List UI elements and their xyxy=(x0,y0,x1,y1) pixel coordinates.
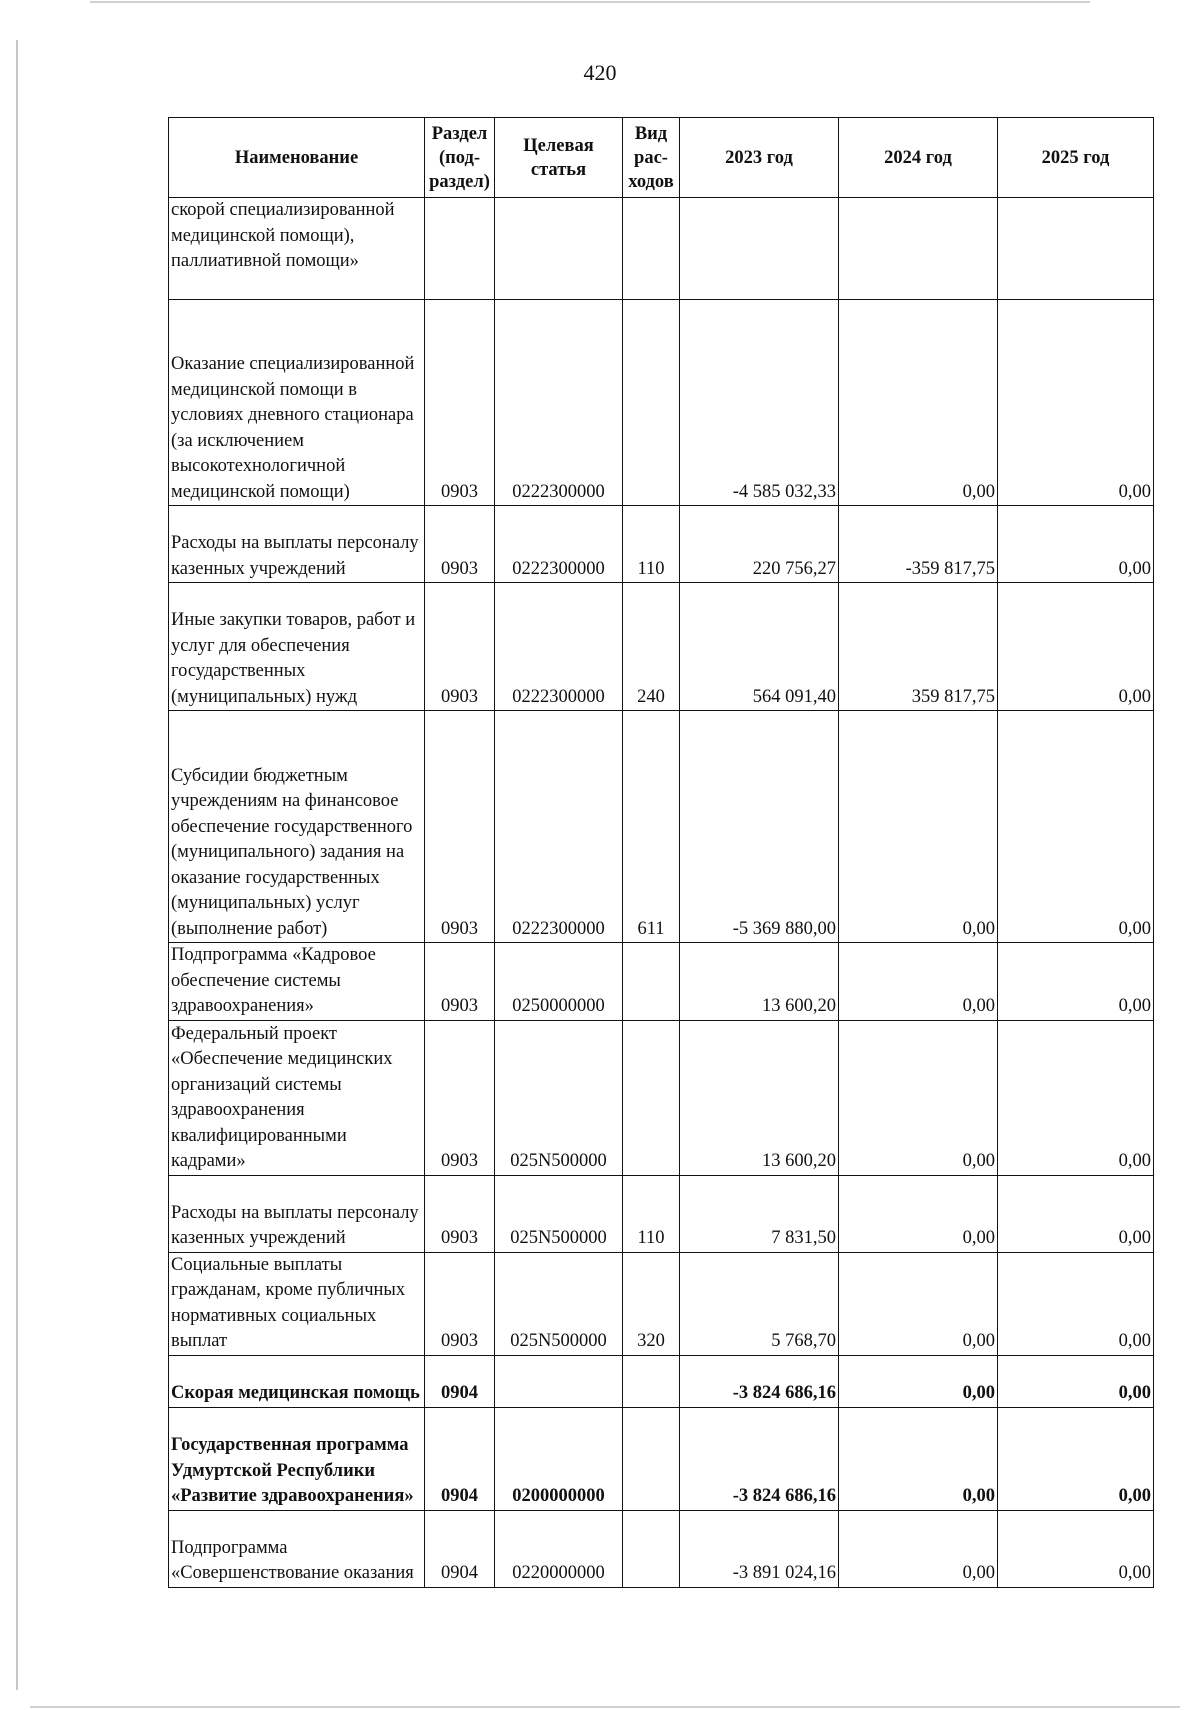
scan-edge-top xyxy=(90,1,1090,3)
table-row xyxy=(169,300,1154,506)
table-row xyxy=(169,1510,1154,1587)
row-vid xyxy=(623,1407,680,1510)
row-2023: 13 600,20 xyxy=(680,1020,839,1175)
table-header-row xyxy=(169,118,1154,198)
table-row xyxy=(169,1020,1154,1175)
row-razdel: 0903 xyxy=(425,1175,495,1252)
row-2023: -3 891 024,16 xyxy=(680,1510,839,1587)
row-2024: 359 817,75 xyxy=(839,583,998,711)
header-vid: Вид рас-ходов xyxy=(623,118,680,198)
row-celevaya: 0250000000 xyxy=(495,943,623,1021)
row-vid xyxy=(623,943,680,1021)
row-name: Скорая медицинская помощь xyxy=(169,1355,425,1407)
header-2025: 2025 год xyxy=(998,118,1154,198)
row-2023: -4 585 032,33 xyxy=(680,300,839,506)
row-name: Социальные выплаты гражданам, кроме публичных нормативных социальных выплат xyxy=(169,1252,425,1355)
row-2025 xyxy=(998,198,1154,300)
row-name: Расходы на выплаты персоналу казенных учреждений xyxy=(169,1175,425,1252)
row-2025: 0,00 xyxy=(998,711,1154,943)
row-razdel: 0903 xyxy=(425,300,495,506)
row-razdel: 0904 xyxy=(425,1355,495,1407)
row-vid: 320 xyxy=(623,1252,680,1355)
row-celevaya: 0220000000 xyxy=(495,1510,623,1587)
table-row xyxy=(169,1175,1154,1252)
row-2024: -359 817,75 xyxy=(839,506,998,583)
row-razdel: 0903 xyxy=(425,1252,495,1355)
row-2024 xyxy=(839,198,998,300)
row-celevaya: 025N500000 xyxy=(495,1020,623,1175)
row-name: Подпрограмма «Кадровое обеспечение системы здравоохранения» xyxy=(169,943,425,1021)
row-celevaya: 025N500000 xyxy=(495,1252,623,1355)
row-2025: 0,00 xyxy=(998,300,1154,506)
row-razdel: 0903 xyxy=(425,506,495,583)
row-2023: 5 768,70 xyxy=(680,1252,839,1355)
row-name: Подпрограмма «Совершенствование оказания xyxy=(169,1510,425,1587)
row-razdel: 0903 xyxy=(425,711,495,943)
row-celevaya: 0222300000 xyxy=(495,583,623,711)
header-name: Наименование xyxy=(169,118,425,198)
row-celevaya xyxy=(495,198,623,300)
row-2025: 0,00 xyxy=(998,1020,1154,1175)
row-2023: 220 756,27 xyxy=(680,506,839,583)
row-2024: 0,00 xyxy=(839,1407,998,1510)
row-name: Иные закупки товаров, работ и услуг для обеспечения государственных (муниципальных) нужд xyxy=(169,583,425,711)
row-2024: 0,00 xyxy=(839,1510,998,1587)
header-2023: 2023 год xyxy=(680,118,839,198)
row-vid: 611 xyxy=(623,711,680,943)
table-row xyxy=(169,1252,1154,1355)
row-celevaya: 0222300000 xyxy=(495,506,623,583)
row-vid xyxy=(623,1510,680,1587)
row-2024: 0,00 xyxy=(839,1020,998,1175)
row-2025: 0,00 xyxy=(998,1407,1154,1510)
row-razdel: 0903 xyxy=(425,943,495,1021)
scan-edge-bottom xyxy=(30,1706,1180,1708)
row-celevaya: 0222300000 xyxy=(495,300,623,506)
row-2023: -3 824 686,16 xyxy=(680,1407,839,1510)
scan-edge-left xyxy=(16,40,18,1690)
row-2023: 564 091,40 xyxy=(680,583,839,711)
row-name: Федеральный проект «Обеспечение медицинских организаций системы здравоохранения квалифицированными кадрами» xyxy=(169,1020,425,1175)
table-row xyxy=(169,1407,1154,1510)
row-celevaya: 0200000000 xyxy=(495,1407,623,1510)
budget-table xyxy=(168,117,1154,1588)
row-2025: 0,00 xyxy=(998,1355,1154,1407)
row-2025: 0,00 xyxy=(998,1510,1154,1587)
table-row xyxy=(169,198,1154,300)
row-celevaya: 0222300000 xyxy=(495,711,623,943)
row-name: Государственная программа Удмуртской Республики «Развитие здравоохранения» xyxy=(169,1407,425,1510)
row-vid: 240 xyxy=(623,583,680,711)
row-2024: 0,00 xyxy=(839,711,998,943)
row-2023 xyxy=(680,198,839,300)
table-row xyxy=(169,1355,1154,1407)
row-vid xyxy=(623,300,680,506)
header-celevaya: Целевая статья xyxy=(495,118,623,198)
row-razdel xyxy=(425,198,495,300)
row-2024: 0,00 xyxy=(839,1175,998,1252)
row-2023: -3 824 686,16 xyxy=(680,1355,839,1407)
row-2025: 0,00 xyxy=(998,943,1154,1021)
table-row xyxy=(169,943,1154,1021)
row-celevaya: 025N500000 xyxy=(495,1175,623,1252)
row-razdel: 0903 xyxy=(425,1020,495,1175)
row-vid: 110 xyxy=(623,506,680,583)
row-2023: 7 831,50 xyxy=(680,1175,839,1252)
row-vid xyxy=(623,1355,680,1407)
row-vid xyxy=(623,198,680,300)
header-razdel: Раздел (под-раздел) xyxy=(425,118,495,198)
row-vid xyxy=(623,1020,680,1175)
row-2023: -5 369 880,00 xyxy=(680,711,839,943)
row-razdel: 0904 xyxy=(425,1407,495,1510)
row-celevaya xyxy=(495,1355,623,1407)
row-2024: 0,00 xyxy=(839,943,998,1021)
row-2023: 13 600,20 xyxy=(680,943,839,1021)
row-2024: 0,00 xyxy=(839,300,998,506)
row-2025: 0,00 xyxy=(998,1175,1154,1252)
row-2025: 0,00 xyxy=(998,506,1154,583)
row-name: Оказание специализированной медицинской помощи в условиях дневного стационара (за исключением высокотехнологичной медицинской помощи) xyxy=(169,300,425,506)
table-row xyxy=(169,711,1154,943)
row-name: скорой специализированной медицинской помощи), паллиативной помощи» xyxy=(169,198,425,300)
row-2024: 0,00 xyxy=(839,1355,998,1407)
header-2024: 2024 год xyxy=(839,118,998,198)
row-razdel: 0904 xyxy=(425,1510,495,1587)
table-row xyxy=(169,506,1154,583)
row-2025: 0,00 xyxy=(998,1252,1154,1355)
row-razdel: 0903 xyxy=(425,583,495,711)
row-2024: 0,00 xyxy=(839,1252,998,1355)
row-name: Субсидии бюджетным учреждениям на финансовое обеспечение государственного (муниципального) задания на оказание государственных (муниципальных) услуг (выполнение работ) xyxy=(169,711,425,943)
page-number: 420 xyxy=(583,60,617,85)
table-row xyxy=(169,583,1154,711)
row-vid: 110 xyxy=(623,1175,680,1252)
row-name: Расходы на выплаты персоналу казенных учреждений xyxy=(169,506,425,583)
row-2025: 0,00 xyxy=(998,583,1154,711)
